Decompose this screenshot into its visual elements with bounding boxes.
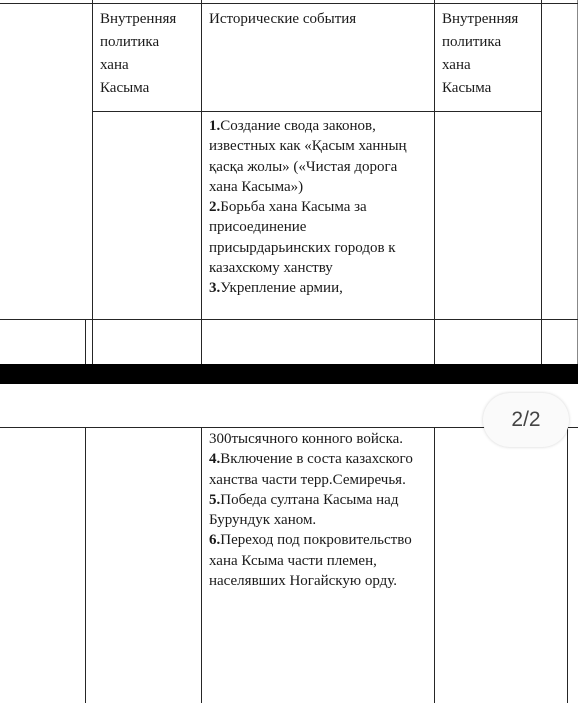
events-list-page1 (209, 116, 429, 299)
header-cell-left: Внутренняя политика хана Касыма (100, 11, 177, 96)
event-item-6: 6.Переход под покровительство хана Ксыма части племен, населявших Ногайскую орду. (209, 532, 412, 590)
page-indicator[interactable]: 2/2 (483, 393, 569, 447)
event-item-1: 1.Создание свода законов, известных как «Қасым ханның қасқа жолы» («Чистая дорога хана Касыма») (209, 118, 407, 195)
table-border-right-page2 (567, 427, 568, 703)
event-item-2: 2.Борьба хана Касыма за присоединение присырдарьинских городов к казахскому ханству (209, 199, 396, 277)
table-border-left (92, 0, 93, 364)
event-item-3: 3.Укрепление армии, (209, 280, 343, 297)
table-border-right (541, 0, 542, 364)
table-border-outer-left (85, 319, 86, 364)
table-border-top (0, 3, 578, 4)
header-row-divider (92, 111, 542, 112)
table-border-col2 (201, 0, 202, 364)
table-border-col3-page2 (434, 427, 435, 703)
row-divider (0, 319, 578, 320)
table-border-col3 (434, 0, 435, 364)
event-item-5: 5.Победа султана Касыма над Бурундук ханом. (209, 491, 399, 529)
header-cell-events: Исторические события (209, 11, 357, 27)
event-item-4: 4.Включение в соста казахского ханства части терр.Семиречья. (209, 451, 413, 488)
event-item-continued: 300тысячного конного войска. (209, 431, 404, 447)
page-separator (0, 364, 578, 384)
table-border-col2-page2 (201, 427, 202, 703)
table-border-left-page2 (85, 427, 86, 703)
events-list-page2 (209, 429, 421, 591)
header-cell-right: Внутренняя политика хана Касыма (442, 11, 519, 96)
